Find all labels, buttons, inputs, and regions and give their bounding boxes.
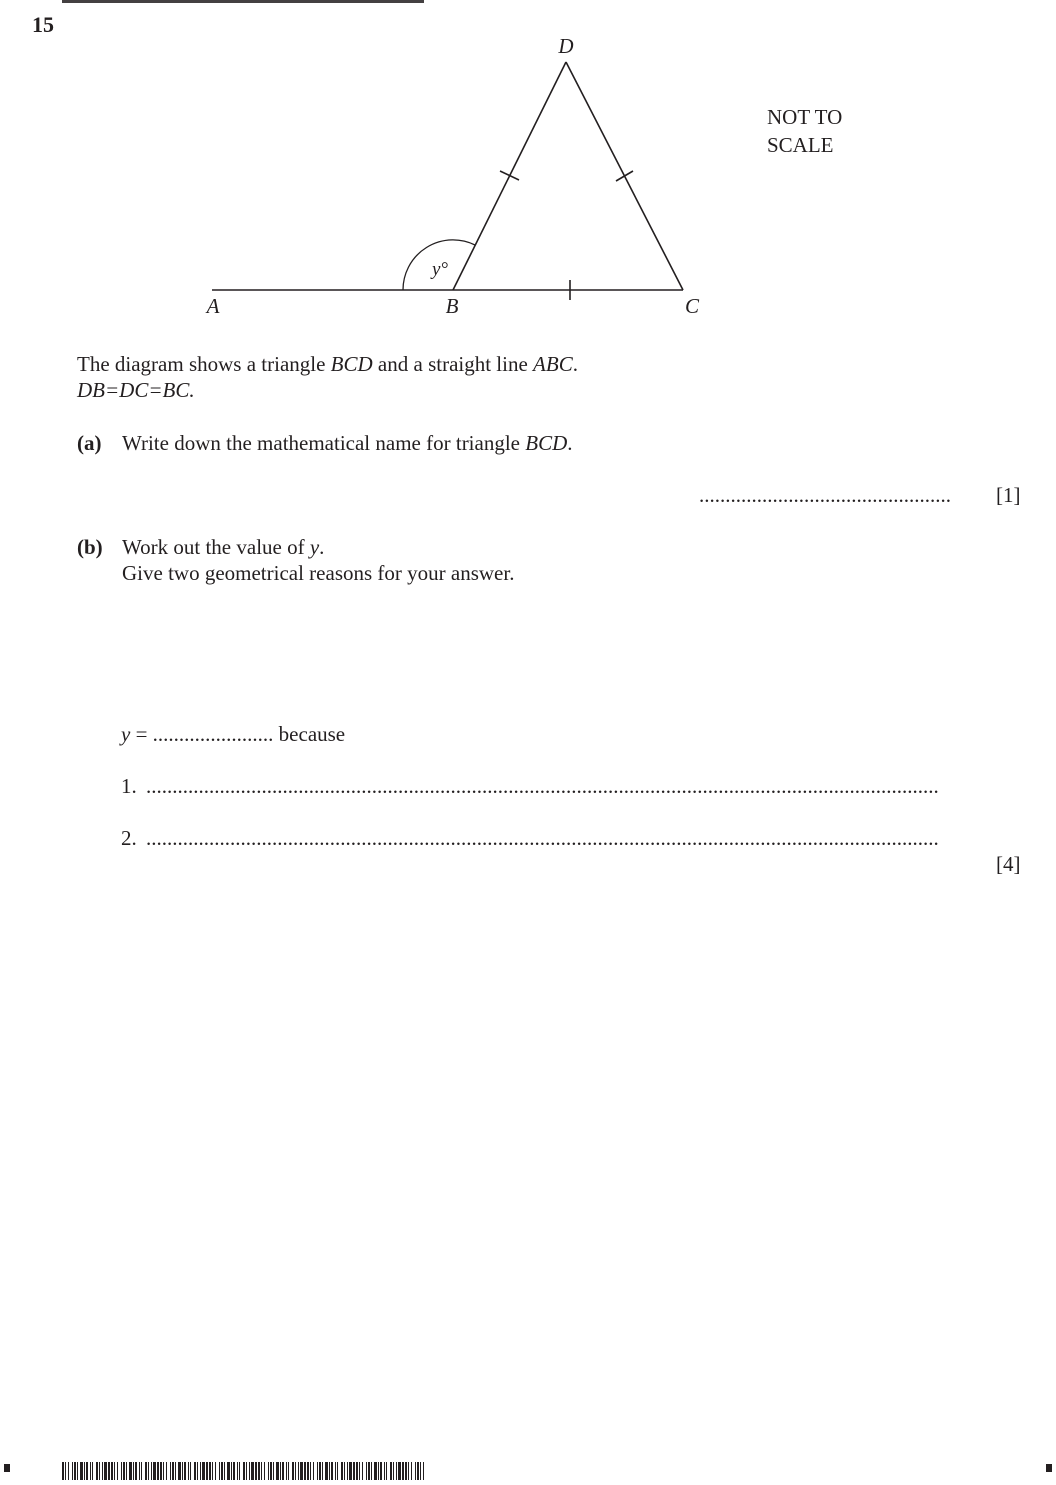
part-b-line-1: Work out the value of y.	[122, 535, 325, 559]
barcode-bar	[123, 1462, 125, 1480]
barcode-bar	[307, 1462, 309, 1480]
barcode-bar	[104, 1462, 107, 1480]
barcode-bar	[126, 1462, 127, 1480]
barcode-bar	[268, 1462, 269, 1480]
barcode-bar	[102, 1462, 103, 1480]
barcode-bar	[380, 1462, 382, 1480]
barcode-bar	[337, 1462, 338, 1480]
barcode-bar	[251, 1462, 254, 1480]
barcode-bar	[139, 1462, 140, 1480]
barcode-bar	[295, 1462, 296, 1480]
barcode-bar	[212, 1462, 213, 1480]
barcode-bar	[313, 1462, 314, 1480]
barcode-bar	[353, 1462, 355, 1480]
part-a-marks: [1]	[996, 483, 1021, 507]
barcode-bar	[280, 1462, 281, 1480]
label-angle-y: y°	[431, 259, 449, 280]
barcode-bar	[243, 1462, 245, 1480]
barcode-bar	[378, 1462, 379, 1480]
barcode-bar	[172, 1462, 174, 1480]
part-b-question	[122, 534, 514, 586]
barcode-bar	[393, 1462, 394, 1480]
barcode-bar	[258, 1462, 260, 1480]
barcode-bar	[319, 1462, 321, 1480]
barcode-bar	[163, 1462, 164, 1480]
barcode-bar	[117, 1462, 118, 1480]
tick-bd	[500, 171, 519, 180]
barcode-bar	[304, 1462, 306, 1480]
barcode-bar	[121, 1462, 122, 1480]
stem-line-2: DB=DC=BC.	[77, 378, 195, 402]
label-b: B	[445, 294, 459, 318]
barcode-bar	[231, 1462, 232, 1480]
barcode-bar	[202, 1462, 205, 1480]
barcode-bar	[62, 1462, 64, 1480]
barcode-bar	[182, 1462, 183, 1480]
barcode-bar	[166, 1462, 167, 1480]
barcode-bar	[415, 1462, 416, 1480]
barcode-bar	[190, 1462, 191, 1480]
question-stem	[77, 351, 578, 403]
barcode-bar	[276, 1462, 279, 1480]
barcode-bar	[398, 1462, 401, 1480]
barcode-bar	[114, 1462, 115, 1480]
bottom-barcode	[62, 1462, 424, 1480]
page-number: 15	[32, 12, 54, 37]
barcode-bar	[349, 1462, 352, 1480]
barcode-bar	[390, 1462, 392, 1480]
barcode-bar	[227, 1462, 230, 1480]
barcode-bar	[310, 1462, 311, 1480]
barcode-bar	[246, 1462, 247, 1480]
barcode-bar	[151, 1462, 152, 1480]
barcode-bar	[96, 1462, 98, 1480]
barcode-bar	[92, 1462, 93, 1480]
barcode-bar	[331, 1462, 333, 1480]
part-b-marks: [4]	[996, 852, 1021, 876]
barcode-bar	[224, 1462, 225, 1480]
barcode-bar	[286, 1462, 287, 1480]
barcode-bar	[80, 1462, 83, 1480]
barcode-bar	[317, 1462, 318, 1480]
label-a: A	[206, 294, 220, 318]
barcode-bar	[160, 1462, 162, 1480]
part-b-line-2: Give two geometrical reasons for your answer.	[122, 561, 515, 585]
barcode-bar	[423, 1462, 424, 1480]
top-barcode	[62, 0, 424, 3]
barcode-bar	[108, 1462, 110, 1480]
label-d: D	[558, 34, 574, 58]
reason-1-answer-line[interactable]: .......................................................................................................................................................	[146, 774, 939, 798]
barcode-bar	[359, 1462, 360, 1480]
triangle-diagram	[150, 20, 900, 340]
label-c: C	[684, 294, 700, 318]
barcode-bar	[74, 1462, 76, 1480]
barcode-bar	[209, 1462, 211, 1480]
part-a-answer-line[interactable]: ................................................	[699, 483, 951, 507]
part-b-label: (b)	[77, 535, 103, 559]
barcode-bar	[215, 1462, 216, 1480]
barcode-bar	[402, 1462, 404, 1480]
barcode-bar	[170, 1462, 171, 1480]
barcode-bar	[188, 1462, 189, 1480]
barcode-bar	[145, 1462, 147, 1480]
barcode-bar	[298, 1462, 299, 1480]
barcode-bar	[141, 1462, 142, 1480]
barcode-bar	[175, 1462, 176, 1480]
barcode-bar	[420, 1462, 421, 1480]
barcode-bar	[255, 1462, 257, 1480]
barcode-bar	[157, 1462, 159, 1480]
barcode-bar	[135, 1462, 137, 1480]
barcode-bar	[335, 1462, 336, 1480]
barcode-bar	[273, 1462, 274, 1480]
tick-dc	[616, 171, 633, 181]
barcode-bar	[264, 1462, 265, 1480]
barcode-bar	[239, 1462, 240, 1480]
barcode-bar	[374, 1462, 377, 1480]
corner-mark-right	[1046, 1464, 1052, 1472]
barcode-bar	[325, 1462, 328, 1480]
part-a-label: (a)	[77, 431, 102, 455]
barcode-bar	[148, 1462, 149, 1480]
part-a-question: Write down the mathematical name for triangle BCD.	[122, 431, 573, 455]
barcode-bar	[200, 1462, 201, 1480]
barcode-bar	[153, 1462, 156, 1480]
barcode-bar	[72, 1462, 73, 1480]
barcode-bar	[282, 1462, 284, 1480]
barcode-bar	[417, 1462, 419, 1480]
barcode-bar	[341, 1462, 343, 1480]
barcode-bar	[371, 1462, 372, 1480]
barcode-bar	[129, 1462, 132, 1480]
barcode-bar	[292, 1462, 294, 1480]
barcode-bar	[194, 1462, 196, 1480]
barcode-bar	[178, 1462, 181, 1480]
barcode-bar	[322, 1462, 323, 1480]
barcode-bar	[408, 1462, 409, 1480]
barcode-bar	[77, 1462, 78, 1480]
barcode-bar	[197, 1462, 198, 1480]
barcode-bar	[396, 1462, 397, 1480]
barcode-bar	[111, 1462, 113, 1480]
barcode-bar	[133, 1462, 134, 1480]
barcode-bar	[219, 1462, 220, 1480]
barcode-bar	[84, 1462, 85, 1480]
barcode-bar	[347, 1462, 348, 1480]
barcode-bar	[411, 1462, 412, 1480]
barcode-bar	[86, 1462, 88, 1480]
reason-2-number: 2.	[121, 826, 137, 850]
reason-1-number: 1.	[121, 774, 137, 798]
barcode-bar	[99, 1462, 100, 1480]
corner-mark-left	[4, 1464, 10, 1472]
barcode-bar	[366, 1462, 367, 1480]
barcode-bar	[261, 1462, 262, 1480]
barcode-bar	[362, 1462, 363, 1480]
barcode-bar	[386, 1462, 387, 1480]
reason-2-answer-line[interactable]: .......................................................................................................................................................	[146, 826, 939, 850]
not-to-scale-note: NOT TO SCALE	[767, 105, 843, 157]
stem-line-1: The diagram shows a triangle BCD and a straight line ABC.	[77, 352, 578, 376]
barcode-bar	[65, 1462, 66, 1480]
barcode-bar	[356, 1462, 358, 1480]
barcode-bar	[249, 1462, 250, 1480]
barcode-bar	[368, 1462, 370, 1480]
barcode-bar	[237, 1462, 238, 1480]
barcode-bar	[384, 1462, 385, 1480]
barcode-bar	[206, 1462, 208, 1480]
barcode-bar	[68, 1462, 69, 1480]
barcode-bar	[300, 1462, 303, 1480]
barcode-bar	[288, 1462, 289, 1480]
barcode-bar	[405, 1462, 407, 1480]
barcode-bar	[233, 1462, 235, 1480]
barcode-bar	[90, 1462, 91, 1480]
barcode-bar	[184, 1462, 186, 1480]
barcode-bar	[221, 1462, 223, 1480]
part-b-y-answer-line[interactable]: y = ....................... because	[121, 722, 346, 746]
barcode-bar	[329, 1462, 330, 1480]
barcode-bar	[270, 1462, 272, 1480]
barcode-bar	[344, 1462, 345, 1480]
